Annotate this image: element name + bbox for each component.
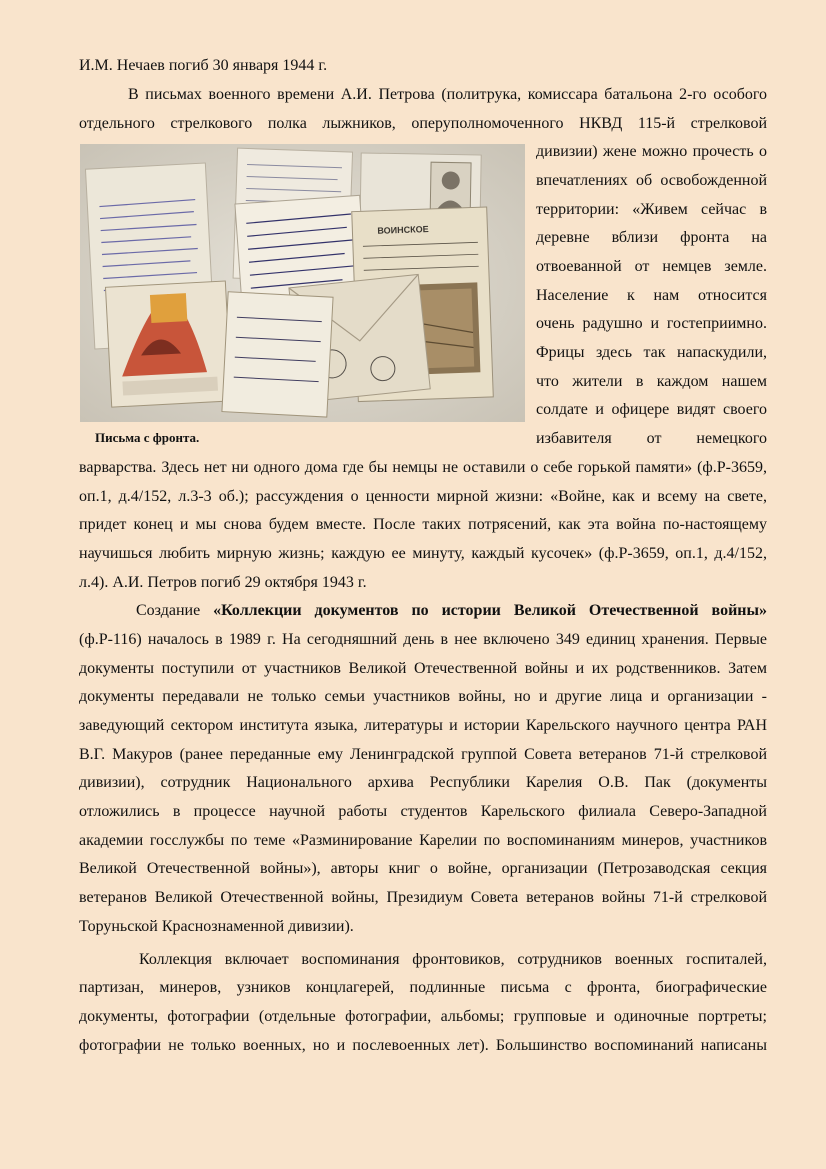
text-line: Коллекция включает воспоминания фронтовиков, сотрудников военных госпиталей,: [139, 951, 767, 968]
text-line: Население к нам относится: [536, 287, 767, 304]
text-line: Торуньской Краснознаменной дивизии).: [79, 918, 354, 935]
collection-intro-line: [136, 596, 767, 625]
front-letters-photo: [80, 144, 525, 422]
collection-intro-prefix: Создание: [136, 602, 214, 619]
text-line: л.4). А.И. Петров погиб 29 октября 1943 г.: [79, 574, 367, 591]
text-line: академии госслужбы по теме «Разминирование Карелии по воспоминаниям минеров, участников: [79, 832, 767, 849]
text-line: солдате и офицере видят своего: [536, 401, 767, 418]
text-line: документы, фотографии (отдельные фотографии, альбомы; групповые и одиночные портреты;: [79, 1008, 767, 1025]
figure-caption: Письма с фронта.: [95, 430, 200, 445]
text-line: партизан, минеров, узников концлагерей, подлинные письма с фронта, биографические: [79, 979, 767, 996]
text-line: Великой Отечественной войны»), авторы книг о войне, организации (Петрозаводская секция: [79, 860, 767, 877]
text-line: ветеранов Великой Отечественной войны, Президиум Совета ветеранов войны 71-й стрелковой: [79, 889, 767, 906]
text-line: отдельного стрелкового полка лыжников, оперуполномоченного НКВД 115-й стрелковой: [79, 115, 767, 132]
text-line: дивизии) жене можно прочесть о: [536, 143, 767, 160]
text-line: впечатлениях об освобожденной: [536, 172, 767, 189]
text-line: (ф.Р-116) началось в 1989 г. На сегодняшний день в нее включено 349 единиц хранения. Первые: [79, 631, 767, 648]
text-line: В письмах военного времени А.И. Петрова (политрука, комиссара батальона 2-го особого: [128, 86, 767, 103]
text-line: варварства. Здесь нет ни одного дома где бы немцы не оставили о себе горькой памяти» (ф.Р-3659,: [79, 459, 767, 476]
text-line: дивизии), сотрудник Национального архива Республики Карелия О.В. Пак (документы: [79, 774, 767, 791]
text-line: научишься любить мирную жизнь; каждую ее минуту, каждый кусочек» (ф.Р-3659, оп.1, д.4/152,: [79, 545, 767, 562]
text-line: Фрицы здесь так напаскудили,: [536, 344, 767, 361]
text-line: придет конец и мы снова будем вместе. После таких потрясений, как эта война по-настоящему: [79, 516, 767, 533]
text-line: фотографии не только военных, но и послевоенных лет). Большинство воспоминаний написаны: [79, 1037, 767, 1054]
text-line: документы поступили от участников Великой Отечественной войны и их родственников. Затем: [79, 660, 767, 677]
text-line: отложились в процессе научной работы студентов Карельского филиала Северо-Западной: [79, 803, 767, 820]
text-line: очень радушно и гостеприимно.: [536, 315, 767, 332]
collection-title: «Коллекции документов по истории Великой Отечественной войны»: [213, 602, 767, 619]
text-line: В.Г. Макуров (ранее переданные ему Ленинградской группой Совета ветеранов 71-й стрелковой: [79, 746, 767, 763]
text-line: документы передавали не только семьи участников войны, но и другие лица и организации -: [79, 688, 767, 705]
text-line: И.М. Нечаев погиб 30 января 1944 г.: [79, 57, 328, 74]
text-line: оп.1, д.4/152, л.3-3 об.); рассуждения о ценности мирной жизни: «Войне, как и всему на свете,: [79, 488, 767, 505]
text-line: отвоеванной от немцев земле.: [536, 258, 767, 275]
text-line: что жители в каждом нашем: [536, 373, 767, 390]
text-line: деревне вблизи фронта на: [536, 229, 767, 246]
text-line: заведующий сектором института языка, литературы и истории Карельского научного центра РАН: [79, 717, 767, 734]
text-line: избавителя от немецкого: [536, 430, 767, 447]
text-line: территории: «Живем сейчас в: [536, 201, 767, 218]
stamp-label: ВОИНСКОЕ: [377, 224, 429, 236]
